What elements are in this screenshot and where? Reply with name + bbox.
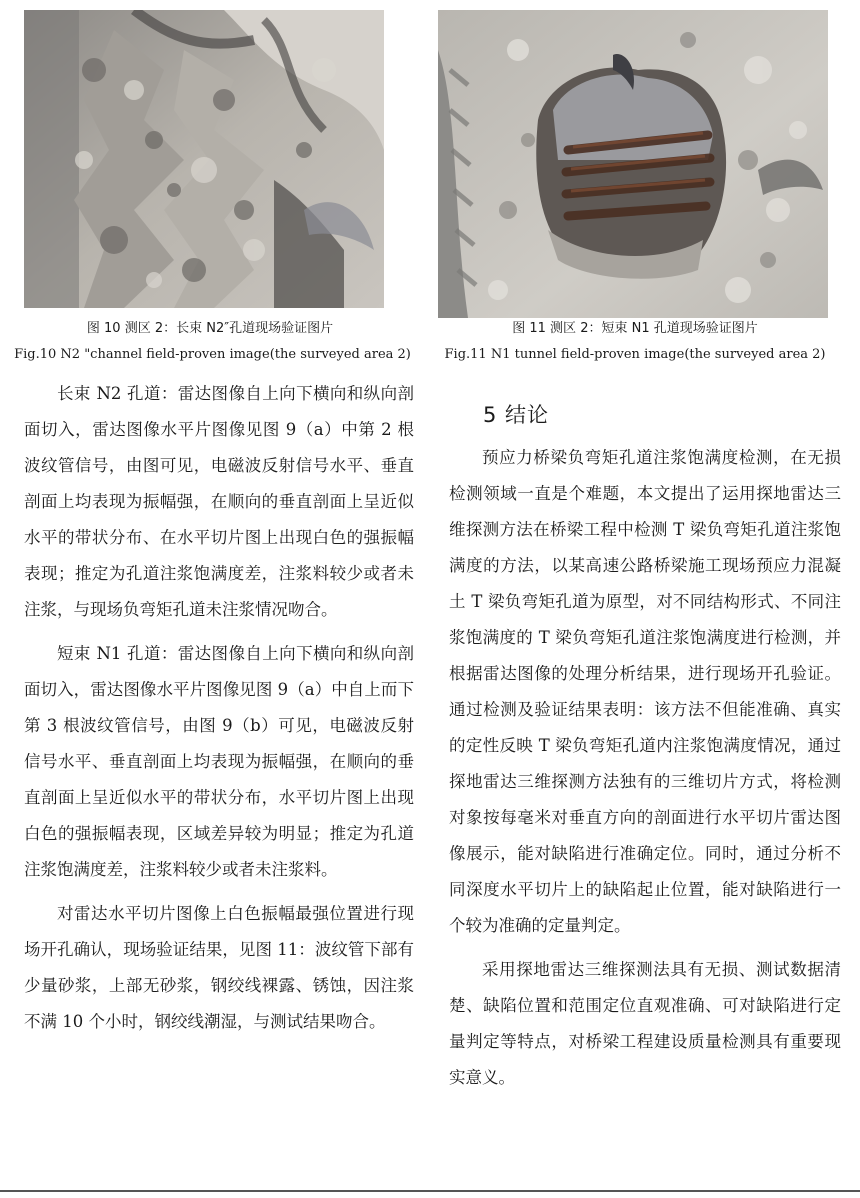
bottom-rule xyxy=(0,1190,860,1192)
figure-10-caption-en: Fig.10 N2 "channel field-proven image(the surveyed area 2) xyxy=(14,347,411,362)
paragraph-conclusion-1: 预应力桥梁负弯矩孔道注浆饱满度检测，在无损检测领域一直是个难题，本文提出了运用探地雷达三维探测方法在桥梁工程中检测 T 梁负弯矩孔道注浆饱满度的方法，以某高速公路桥梁施工现场预应力混凝土 T 梁负弯矩孔道为原型，对不同结构形式、不同注浆饱满度的 T 梁负弯矩孔道注浆饱满度进行检测，并根据雷达图像的处理分析结果，进行现场开孔验证。通过检测及验证结果表明：该方法不但能准确、真实的定性反映 T 梁负弯矩孔道内注浆饱满度情况，通过探地雷达三维探测方法独有的三维切片方式，将检测对象按每毫米对垂直方向的剖面进行水平切片雷达图像展示，能对缺陷进行准确定位。同时，通过分析不同深度水平切片上的缺陷起止位置，能对缺陷进行一个较为准确的定量判定。 xyxy=(449,448,841,935)
paragraph-field-verification: 对雷达水平切片图像上白色振幅最强位置进行现场开孔确认，现场验证结果，见图 11：波纹管下部有少量砂浆，上部无砂浆，钢绞线裸露、锈蚀，因注浆不满 10 个小时，钢绞线潮湿，与测试结果吻合。 xyxy=(24,904,414,1031)
figure-10-caption-cn: 图 10 测区 2：长束 N2″孔道现场验证图片 xyxy=(86,321,334,336)
figure-11-caption-en: Fig.11 N1 tunnel field-proven image(the surveyed area 2) xyxy=(444,347,826,362)
paragraph-conclusion-2: 采用探地雷达三维探测法具有无损、测试数据清楚、缺陷位置和范围定位直观准确、可对缺陷进行定量判定等特点，对桥梁工程建设质量检测具有重要现实意义。 xyxy=(449,960,841,1087)
figure-11-caption-cn: 图 11 测区 2：短束 N1 孔道现场验证图片 xyxy=(512,321,758,336)
figure-11-photo xyxy=(438,10,828,318)
right-column xyxy=(449,398,841,1096)
section-heading: 5 结论 xyxy=(483,403,550,427)
left-column xyxy=(24,376,414,1040)
paragraph-n2-channel: 长束 N2 孔道：雷达图像自上向下横向和纵向剖面切入，雷达图像水平片图像见图 9（a）中第 2 根波纹管信号，由图可见，电磁波反射信号水平、垂直剖面上均表现为振幅强，在顺向的垂直剖面上呈近似水平的带状分布、在水平切片图上出现白色的强振幅表现；推定为孔道注浆饱满度差，注浆料较少或者未注浆，与现场负弯矩孔道未注浆情况吻合。 xyxy=(24,384,414,619)
figure-10-photo xyxy=(24,10,384,308)
paragraph-n1-channel: 短束 N1 孔道：雷达图像自上向下横向和纵向剖面切入，雷达图像水平片图像见图 9（a）中自上而下第 3 根波纹管信号，由图 9（b）可见，电磁波反射信号水平、垂直剖面上均表现为振幅强，在顺向的垂直剖面上呈近似水平的带状分布，水平切片图上出现白色的强振幅表现，区域差异较为明显；推定为孔道注浆饱满度差，注浆料较少或者未注浆料。 xyxy=(24,644,414,879)
